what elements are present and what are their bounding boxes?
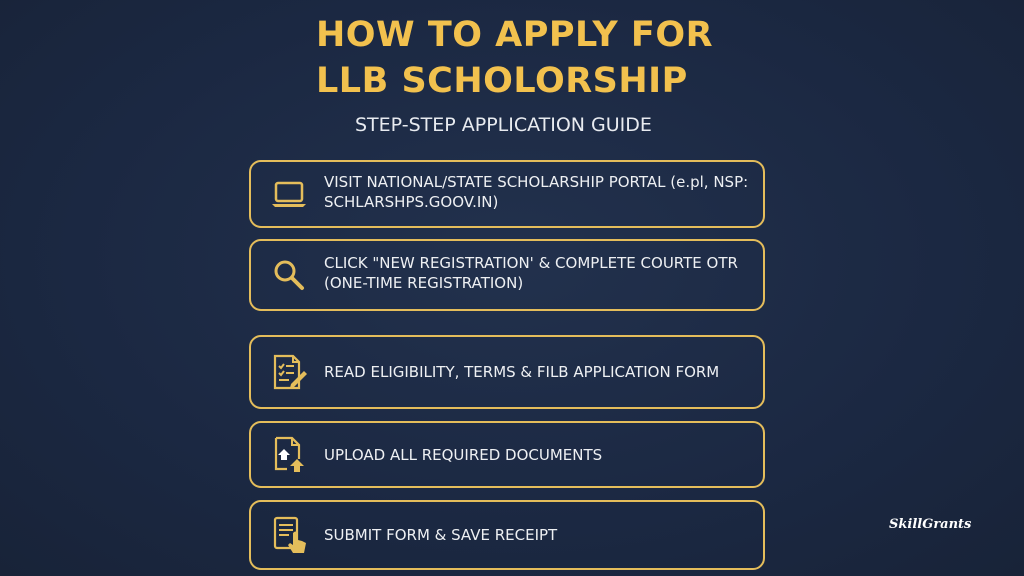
- title-line-2: LLB SCHOLORSHIP: [316, 61, 688, 101]
- magnifier-icon: [269, 255, 309, 295]
- step-card-4: [249, 421, 765, 488]
- brand-logo-text: SkillGrants: [889, 517, 972, 532]
- step-2-line-1: CLICK "NEW REGISTRATION' & COMPLETE COURTE OTR: [324, 254, 738, 272]
- title-line-1: HOW TO APPLY FOR: [316, 15, 714, 55]
- step-card-2: [249, 239, 765, 311]
- document-upload-icon: [269, 435, 309, 475]
- step-text-4: [324, 445, 754, 465]
- step-2-line-2: (ONE-TIME REGISTRATION): [324, 274, 524, 292]
- step-1-line-2: SCHLARSHPS.GOOV.IN): [324, 193, 499, 211]
- step-4-line-1: UPLOAD ALL REQUIRED DOCUMENTS: [324, 445, 603, 464]
- form-checklist-icon: [269, 352, 309, 392]
- step-text-3: [324, 362, 754, 382]
- step-text-1: [324, 172, 754, 212]
- step-1-line-1: VISIT NATIONAL/STATE SCHOLARSHIP PORTAL (e.pl, NSP:: [324, 173, 749, 191]
- step-text-2: [324, 253, 754, 293]
- step-5-line-1: SUBMIT FORM & SAVE RECEIPT: [324, 526, 558, 544]
- step-card-5: [249, 500, 765, 570]
- step-3-line-1: READ ELIGIBILITY, TERMS & FILB APPLICATION FORM: [324, 363, 720, 381]
- step-card-3: [249, 335, 765, 409]
- step-text-5: [324, 525, 754, 545]
- page-subtitle: STEP-STEP APPLICATION GUIDE: [355, 114, 652, 136]
- page-title: [316, 12, 713, 104]
- laptop-icon: [269, 174, 309, 214]
- form-submit-hand-icon: [269, 515, 309, 555]
- step-card-1: [249, 160, 765, 228]
